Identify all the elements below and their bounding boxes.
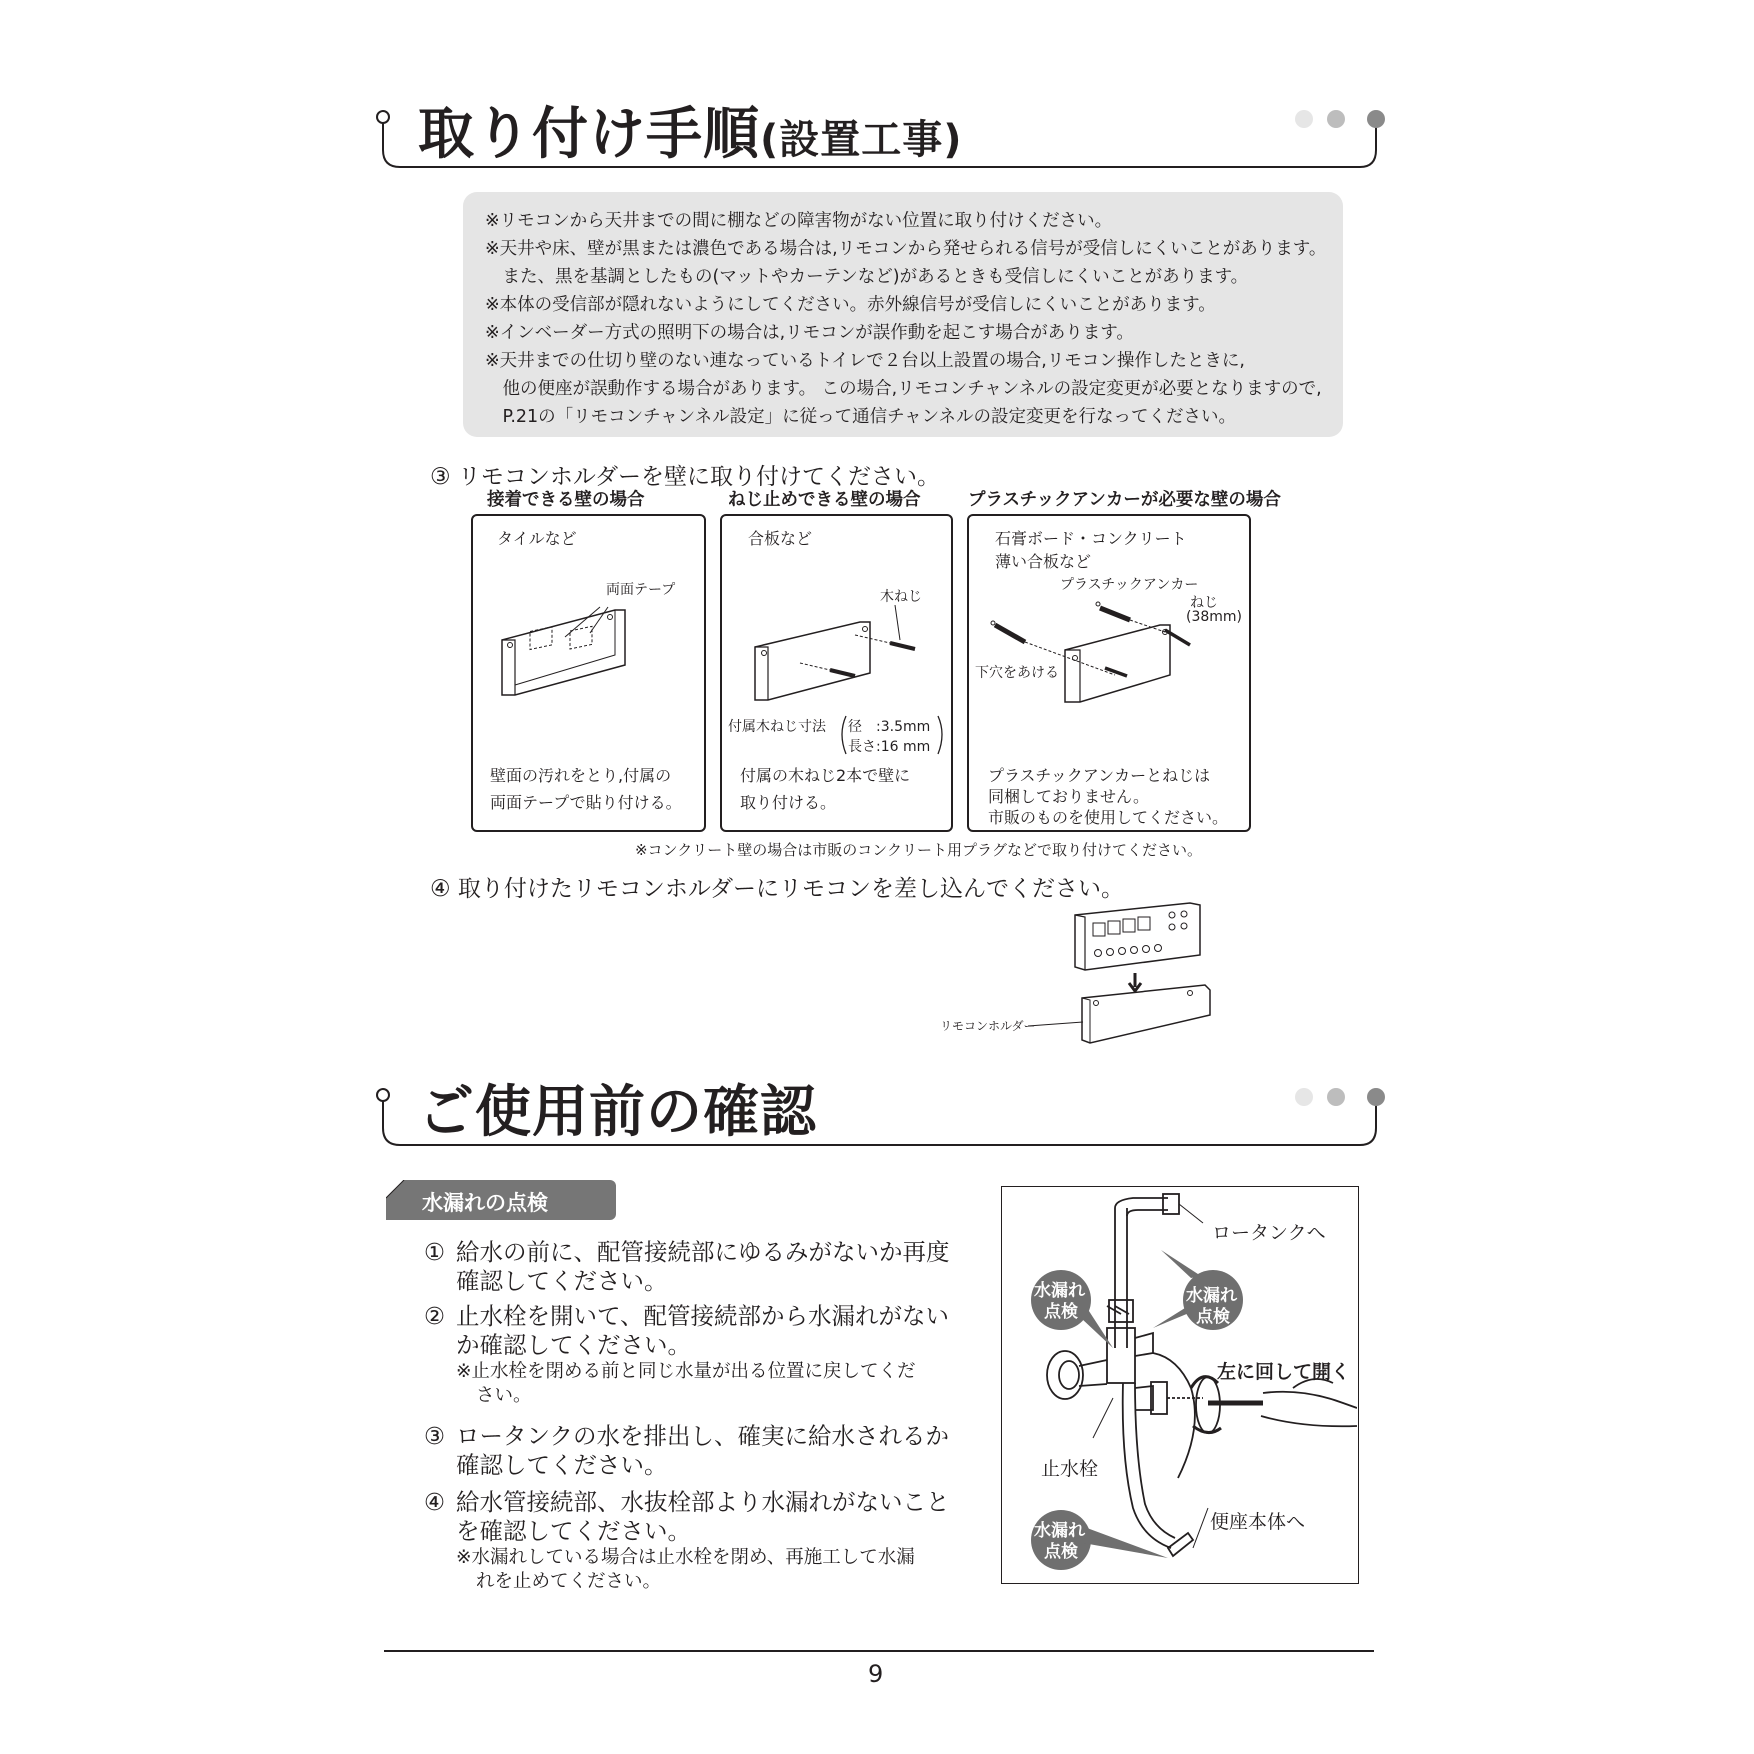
figure-valve-label: 止水栓 (1041, 1458, 1099, 1480)
check-item-line: ロータンクの水を排出し、確実に給水されるか (456, 1422, 950, 1450)
check-item-4 (424, 1488, 984, 1608)
col3-title: プラスチックアンカーが必要な壁の場合 (968, 490, 1281, 510)
panel3-callout-anchor: プラスチックアンカー (1060, 577, 1199, 593)
note-line: ※インベーダー方式の照明下の場合は,リモコンが誤作動を起こす場合があります。 (485, 323, 1134, 343)
note-line: ※天井や床、壁が黒または濃色である場合は,リモコンから発せられる信号が受信しにくいことがあります。 (485, 239, 1327, 259)
check-item-line: 確認してください。 (456, 1451, 668, 1479)
panel2-spec-label: 付属木ねじ寸法 (728, 719, 826, 735)
panel2-surface: 合板など (748, 529, 813, 548)
panel3-desc1: プラスチックアンカーとねじは (988, 766, 1211, 785)
check-item-line: 確認してください。 (456, 1267, 668, 1295)
leak-check-tag (386, 1180, 616, 1220)
check-item-number: ③ (424, 1422, 446, 1450)
holder-label: リモコンホルダー (940, 1019, 1036, 1033)
note-line: ※天井までの仕切り壁のない連なっているトイレで２台以上設置の場合,リモコン操作したときに, (485, 351, 1245, 371)
note-line: P.21の「リモコンチャンネル設定」に従って通信チャンネルの設定変更を行なってください。 (485, 407, 1237, 427)
section2-title: ご使用前の確認 (418, 1080, 817, 1145)
check-item-3 (424, 1422, 984, 1488)
panel3-callout-screw-size: (38mm) (1186, 609, 1243, 625)
panel3-desc3: 市販のものを使用してください。 (988, 808, 1229, 827)
panel1-callout-tape: 両面テープ (606, 582, 676, 598)
footer-rule (384, 1650, 1374, 1652)
page-number: 9 (868, 1660, 884, 1688)
panel3-surface1: 石膏ボード・コンクリート (995, 529, 1187, 548)
col2-title: ねじ止めできる壁の場合 (728, 490, 921, 510)
check-item-line: 止水栓を開いて、配管接続部から水漏れがない (456, 1302, 950, 1330)
figure-rotate-label: 左に回して開く (1217, 1361, 1351, 1383)
note-line: 他の便座が誤動作する場合があります。 この場合,リモコンチャンネルの設定変更が必要となりますので, (485, 379, 1322, 399)
check-item-line: を確認してください。 (456, 1517, 691, 1545)
step4-heading: ④ 取り付けたリモコンホルダーにリモコンを差し込んでください。 (430, 876, 1125, 902)
panel1-desc1: 壁面の汚れをとり,付属の (490, 766, 672, 785)
tag-fold-corner (386, 1180, 406, 1200)
leak-label-c2: 点検 (1044, 1542, 1078, 1562)
check-item-line: か確認してください。 (456, 1331, 691, 1359)
check-item-number: ② (424, 1302, 446, 1330)
panel2-desc1: 付属の木ねじ2本で壁に (740, 766, 911, 785)
note-line: ※リモコンから天井までの間に棚などの障害物がない位置に取り付けください。 (485, 211, 1113, 231)
panel3-callout-screw: ねじ (1190, 595, 1218, 611)
note-line: また、黒を基調としたもの(マットやカーテンなど)があるときも受信しにくいことがあります。 (485, 267, 1249, 287)
panel3-surface2: 薄い合板など (995, 552, 1092, 571)
section1-title-main: 取り付け手順 (418, 102, 760, 167)
panel3-desc2: 同梱しておりません。 (988, 787, 1149, 806)
panel2-spec-diameter: 径 :3.5mm (848, 719, 931, 735)
leak-check-tag-label: 水漏れの点検 (422, 1191, 548, 1215)
panel2-callout-screw: 木ねじ (880, 589, 922, 605)
check-item-note: ※水漏れしている場合は止水栓を閉め、再施工して水漏 (456, 1547, 915, 1568)
check-item-note: さい。 (476, 1385, 532, 1406)
panel2-spec-length: 長さ:16 mm (848, 739, 931, 755)
step3-heading: ③ リモコンホルダーを壁に取り付けてください。 (430, 464, 941, 490)
holder-anchor-illustration (985, 590, 1225, 720)
leak-label-b2: 点検 (1196, 1307, 1230, 1327)
check-item-line: 給水の前に、配管接続部にゆるみがないか再度 (456, 1238, 950, 1266)
section1-title-sub: (設置工事) (760, 117, 963, 163)
panel1-desc2: 両面テープで貼り付ける。 (490, 793, 682, 812)
panel3-callout-hole: 下穴をあける (975, 665, 1059, 681)
panel1-surface: タイルなど (497, 529, 577, 548)
holder-tape-illustration (490, 595, 650, 705)
leak-label-a1: 水漏れ (1034, 1281, 1085, 1301)
check-item-line: 給水管接続部、水抜栓部より水漏れがないこと (456, 1488, 950, 1516)
leak-label-a2: 点検 (1044, 1302, 1078, 1322)
holder-screw-illustration (750, 605, 930, 715)
check-item-2 (424, 1302, 984, 1422)
figure-to-seat: 便座本体へ (1210, 1511, 1306, 1533)
check-item-note: れを止めてください。 (476, 1571, 662, 1592)
leak-label-b1: 水漏れ (1186, 1286, 1237, 1306)
leak-check-list (424, 1238, 984, 1608)
step3-footnote: ※コンクリート壁の場合は市販のコンクリート用プラグなどで取り付けてください。 (635, 841, 1202, 859)
col1-title: 接着できる壁の場合 (487, 490, 645, 510)
check-item-number: ① (424, 1238, 446, 1266)
figure-to-tank: ロータンクへ (1212, 1222, 1326, 1244)
holder-label-leader (1028, 1018, 1088, 1038)
note-line: ※本体の受信部が隠れないようにしてください。赤外線信号が受信しにくいことがあります。 (485, 295, 1216, 315)
section1-title (418, 90, 963, 170)
leak-label-c1: 水漏れ (1034, 1521, 1085, 1541)
panel2-desc2: 取り付ける。 (740, 793, 837, 812)
check-item-1 (424, 1238, 984, 1302)
check-item-number: ④ (424, 1488, 446, 1516)
check-item-note: ※止水栓を閉める前と同じ水量が出る位置に戻してくだ (456, 1361, 916, 1382)
